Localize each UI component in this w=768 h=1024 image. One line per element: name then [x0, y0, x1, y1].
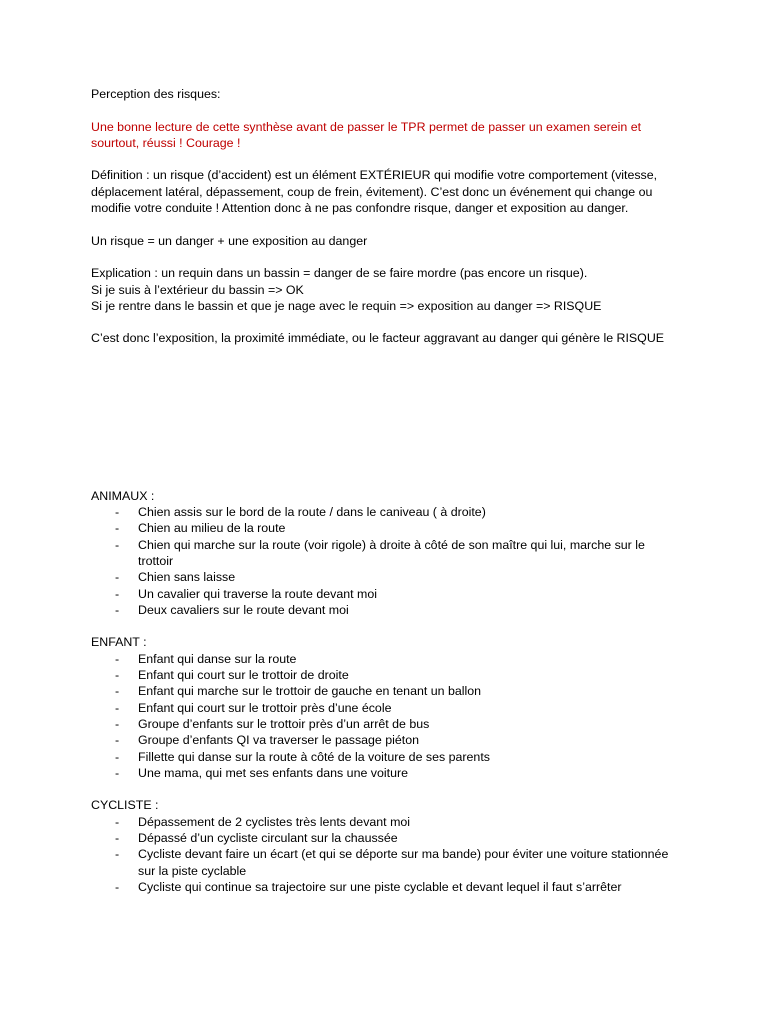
list-item-text: Fillette qui danse sur la route à côté de la voiture de ses parents — [138, 749, 490, 764]
dash-bullet: - — [115, 521, 120, 536]
document-title: Perception des risques: — [91, 87, 221, 101]
list-item-text: Enfant qui marche sur le trottoir de gauche en tenant un ballon — [138, 684, 482, 699]
notice-paragraph: Une bonne lecture de cette synthèse avant de passer le TPR permet de passer un examen serein et sourtout, réussi ! Courage ! — [91, 119, 642, 150]
spacer — [91, 102, 681, 118]
list-item-text: Chien assis sur le bord de la route / dans le caniveau ( à droite) — [138, 505, 486, 520]
document-page — [91, 86, 681, 895]
list-item — [91, 520, 681, 536]
list-item — [91, 716, 681, 732]
list-item-text: Une mama, qui met ses enfants dans une voiture — [138, 765, 408, 780]
list-item — [91, 667, 681, 683]
spacer — [91, 216, 681, 232]
spacer — [91, 151, 681, 167]
blank-space — [91, 347, 681, 488]
list-item-text: Groupe d’enfants QI va traverser le passage piéton — [138, 733, 420, 748]
list-item-text: Cycliste devant faire un écart (et qui se déporte sur ma bande) pour éviter une voiture stationnée sur la piste cyclable — [138, 847, 669, 878]
section-animaux — [91, 488, 681, 618]
explanation-line: Si je rentre dans le bassin et que je nage avec le requin => exposition au danger => RISQUE — [91, 298, 602, 313]
dash-bullet: - — [115, 814, 120, 829]
formula-paragraph: Un risque = un danger + une exposition au danger — [91, 233, 368, 248]
list-item-text: Dépassé d’un cycliste circulant sur la chaussée — [138, 830, 398, 845]
dash-bullet: - — [115, 830, 120, 845]
list-item-text: Chien sans laisse — [138, 570, 236, 585]
section-enfant — [91, 634, 681, 781]
item-list — [91, 814, 681, 895]
dash-bullet: - — [115, 602, 120, 617]
list-item — [91, 765, 681, 781]
list-item — [91, 700, 681, 716]
spacer — [91, 249, 681, 265]
explanation-line: Si je suis à l’extérieur du bassin => OK — [91, 282, 304, 297]
list-item-text: Enfant qui court sur le trottoir près d’une école — [138, 700, 392, 715]
list-item — [91, 732, 681, 748]
list-item — [91, 569, 681, 585]
list-item — [91, 814, 681, 830]
dash-bullet: - — [115, 716, 120, 731]
list-item — [91, 749, 681, 765]
list-item-text: Un cavalier qui traverse la route devant moi — [138, 586, 377, 601]
spacer — [91, 781, 681, 797]
item-list — [91, 651, 681, 781]
list-item-text: Chien au milieu de la route — [138, 521, 286, 536]
dash-bullet: - — [115, 651, 120, 666]
dash-bullet: - — [115, 505, 120, 520]
section-cycliste — [91, 797, 681, 895]
dash-bullet: - — [115, 586, 120, 601]
dash-bullet: - — [115, 749, 120, 764]
section-title: ENFANT : — [91, 635, 147, 650]
list-item — [91, 846, 681, 879]
list-item — [91, 537, 681, 570]
dash-bullet: - — [115, 879, 120, 894]
list-item — [91, 830, 681, 846]
section-title: CYCLISTE : — [91, 798, 159, 813]
spacer — [91, 618, 681, 634]
explanation-line: Explication : un requin dans un bassin = danger de se faire mordre (pas encore un risque). — [91, 266, 588, 281]
dash-bullet: - — [115, 537, 120, 552]
list-item-text: Enfant qui court sur le trottoir de droite — [138, 668, 349, 683]
list-item — [91, 651, 681, 667]
list-item — [91, 683, 681, 699]
dash-bullet: - — [115, 700, 120, 715]
definition-paragraph: Définition : un risque (d’accident) est un élément EXTÉRIEUR qui modifie votre comportement (vitesse, déplacement latéral, dépassement, coup de frein, évitement). C’est donc un événement qui change ou modifie votre conduite ! Attention donc à ne pas confondre risque, danger et exposition au danger. — [91, 168, 658, 216]
dash-bullet: - — [115, 570, 120, 585]
list-item-text: Cycliste qui continue sa trajectoire sur une piste cyclable et devant lequel il faut s’arrêter — [138, 879, 622, 894]
dash-bullet: - — [115, 733, 120, 748]
list-item-text: Deux cavaliers sur le route devant moi — [138, 602, 349, 617]
list-item-text: Enfant qui danse sur la route — [138, 651, 297, 666]
conclusion-paragraph: C’est donc l’exposition, la proximité immédiate, ou le facteur aggravant au danger qui génère le RISQUE — [91, 331, 665, 346]
list-item — [91, 504, 681, 520]
list-item — [91, 586, 681, 602]
dash-bullet: - — [115, 668, 120, 683]
section-title: ANIMAUX : — [91, 488, 155, 503]
list-item — [91, 879, 681, 895]
item-list — [91, 504, 681, 618]
list-item-text: Dépassement de 2 cyclistes très lents devant moi — [138, 814, 411, 829]
dash-bullet: - — [115, 765, 120, 780]
dash-bullet: - — [115, 847, 120, 862]
list-item-text: Chien qui marche sur la route (voir rigole) à droite à côté de son maître qui lui, marche sur le trottoir — [138, 537, 645, 568]
dash-bullet: - — [115, 684, 120, 699]
list-item-text: Groupe d’enfants sur le trottoir près d’un arrêt de bus — [138, 716, 430, 731]
list-item — [91, 602, 681, 618]
spacer — [91, 314, 681, 330]
